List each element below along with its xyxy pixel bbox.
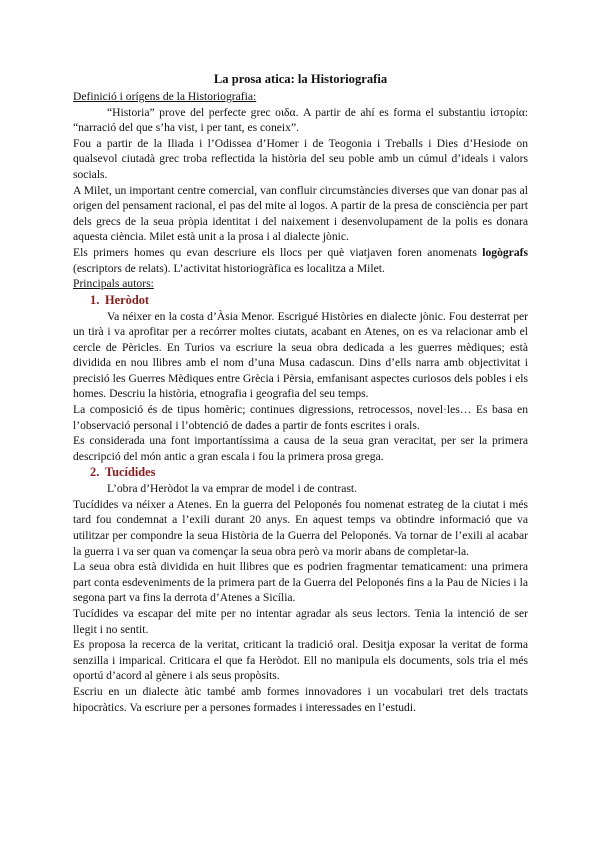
logografs-text-after: (escriptors de relats). L’activitat historiogràfica es localitza a Milet. — [73, 261, 385, 275]
author-heading-herodot — [73, 292, 528, 309]
tucidides-paragraph-5: Escriu en un dialecte àtic també amb formes innovadores i un vocabulari tret dels tractats hipocràtics. Va escriure per a persones formades i interessades en l’estudi. — [73, 684, 528, 714]
def-paragraph-2: Fou a partir de la Iliada i l’Odissea d’Homer i de Teogonia i Treballs i Dies d’Hesiode on qualsevol ciutadà grec troba reflectida la història del seu poble amb un cúmul d’ideals i valors socials. — [73, 136, 528, 181]
herodot-paragraph-1: La composició és de tipus homèric; continues digressions, retrocessos, novel·les… Es basa en l’observació personal i l’obtenció de dades a partir de fonts escrites i orals. — [73, 403, 528, 432]
tucidides-intro: L’obra d’Heròdot la va emprar de model i de contrast. — [107, 482, 358, 496]
logografs-paragraph — [73, 245, 528, 276]
tucidides-paragraph-3: Tucídides va escapar del mite per no intentar agradar als seus lectors. Tenia la intenció de ser llegit i no sentit. — [73, 607, 528, 636]
tucidides-paragraph-4: Es proposa la recerca de la veritat, criticant la tradició oral. Desitja exposar la veritat de forma senzilla i imparical. Criticara el que fa Heròdot. Ell no manipula els documents, sols tria el més oportú d’acord al gènere i als seus propòsits. — [73, 638, 528, 683]
author-number: 2. — [90, 465, 100, 480]
page-title: La prosa atica: la Historiografia — [213, 72, 388, 86]
tucidides-paragraph-1: Tucídides va néixer a Atenes. En la guerra del Peloponés fou nomenat estrateg de la ciutat i més tard fou condemnat a l’exili durant 20 anys. En aquest temps va obtindre informació que va utilitzar per compondre la seua Història de la Guerra del Peloponés. Va tornar de l’exili al acabar la guerra i va ser quan va començar la seua obra però va morir abans de completar-la. — [73, 497, 528, 558]
herodot-intro: Va néixer en la costa d’Àsia Menor. Escrigué Històries en dialecte jònic. Fou desterrat per un tirà i va aprofitar per a recórrer moltes ciutats, acabant en Atenes, on es va relacionar amb el cercle de Pèricles. En Turios va escriure la seua obra dedicada a les guerres mèdiques; està dividida en nou llibres amb el nom d’una Musa cadascun. Dins d’ells narra amb objectivitat i precisió les Guerres Mèdiques entre Grècia i Pèrsia, emfanisant aspectes curiosos dels pobles i els homes. Descriu la història, etnografia i geografia del seu temps. — [73, 309, 528, 401]
tucidides-paragraph-2: La seua obra està dividida en huit llibres que es podrien fragmentar tematicament: una primera part conta esdeveniments de la primera part de la Guerra del Peloponés fins a la Pau de Nicies i la segona part va fins la derrota d’Atenes a Sicília. — [73, 560, 528, 605]
def-paragraph-1: “Historia” prove del perfecte grec οιδα. A partir de ahí es forma el substantiu ἱστορία: “narració del que s’ha vist, i per tant, es coneix”. — [73, 105, 528, 135]
document-page — [73, 70, 528, 715]
authors-heading: Principals autors: — [73, 277, 154, 291]
herodot-paragraph-2: Es considerada una font importantíssima a causa de la seua gran veracitat, per ser la primera descripció del món antic a gran escala i fou la primera prosa grega. — [73, 434, 528, 463]
author-number: 1. — [90, 292, 100, 307]
author-heading-tucidides — [73, 464, 528, 481]
author-name: Tucídides — [105, 465, 156, 480]
author-name: Heròdot — [105, 292, 150, 307]
logografs-term: logògrafs — [482, 245, 528, 259]
def-paragraph-3: A Milet, un important centre comercial, van confluir circumstàncies diverses que van donar pas al origen del pensament racional, el pas del mite al logos. A partir de la presa de consciència per part dels grecs de la seua pròpia identitat i del naixement i desenvolupament de la polis es donara aquesta ciència. Milet està unit a la prosa i al dialecte jònic. — [73, 183, 528, 244]
definition-heading: Definició i orígens de la Historiografia: — [73, 90, 257, 103]
logografs-text-before: Els primers homes qu evan descriure els llocs per què viatjaven foren anomenats — [73, 245, 483, 259]
